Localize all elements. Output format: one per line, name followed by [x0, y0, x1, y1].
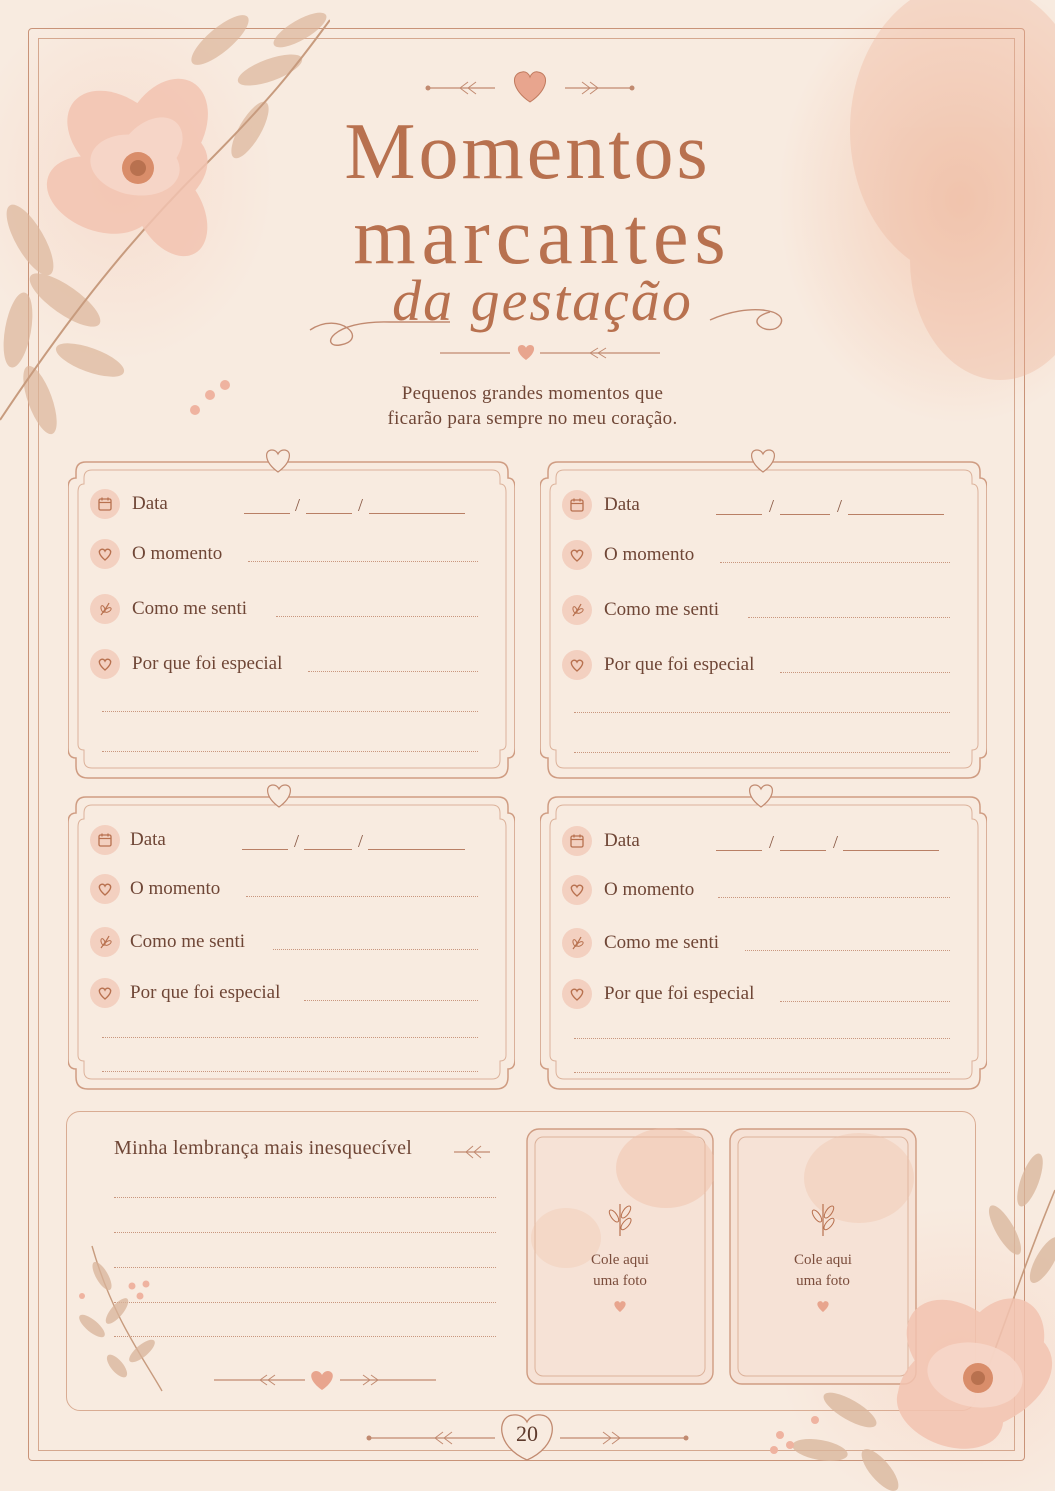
date-separator: / — [833, 832, 839, 852]
heart-icon — [90, 539, 120, 569]
date-label: Data — [604, 830, 640, 851]
date-label: Data — [130, 829, 166, 850]
heart-icon — [90, 874, 120, 904]
moment-label: O momento — [132, 543, 223, 564]
special-write-line[interactable] — [780, 1001, 950, 1002]
photo-placeholder-1[interactable] — [526, 1128, 714, 1385]
date-day-line[interactable] — [244, 513, 290, 514]
date-year-line[interactable] — [848, 514, 944, 515]
special-label: Por que foi especial — [132, 653, 283, 674]
date-month-line[interactable] — [780, 514, 830, 515]
heart-icon — [562, 979, 592, 1009]
extra-write-line[interactable] — [574, 752, 950, 753]
photo-caption-line2: uma foto — [796, 1273, 850, 1289]
heart-icon — [612, 1298, 628, 1314]
special-write-line[interactable] — [308, 671, 478, 672]
memory-write-line[interactable] — [114, 1197, 496, 1198]
moment-write-line[interactable] — [718, 897, 950, 898]
extra-write-line[interactable] — [574, 1038, 950, 1039]
date-separator: / — [837, 496, 843, 516]
photo-caption-line2: uma foto — [593, 1273, 647, 1289]
leaf-sprig-icon — [562, 595, 592, 625]
moment-label: O momento — [130, 878, 221, 899]
extra-write-line[interactable] — [102, 1071, 478, 1072]
memory-write-line[interactable] — [114, 1232, 496, 1233]
page-subtitle — [0, 381, 1055, 431]
page-title-line1: Momentos — [344, 108, 711, 196]
moment-card-1 — [68, 448, 515, 783]
memory-title: Minha lembrança mais inesquecível — [114, 1137, 413, 1159]
date-month-line[interactable] — [306, 513, 352, 514]
floral-bottom-right-decoration — [760, 1150, 1055, 1491]
leaf-sprig-icon — [452, 1142, 492, 1162]
felt-write-line[interactable] — [276, 616, 478, 617]
felt-label: Como me senti — [130, 931, 246, 952]
moment-card-3 — [68, 783, 515, 1093]
memory-bottom-ornament — [210, 1364, 440, 1394]
moment-write-line[interactable] — [246, 896, 478, 897]
date-month-line[interactable] — [304, 849, 352, 850]
date-separator: / — [358, 495, 364, 515]
leaf-sprig-icon — [604, 1198, 636, 1238]
date-separator: / — [769, 832, 775, 852]
moment-label: O momento — [604, 544, 695, 565]
title-flourish — [300, 290, 800, 370]
heart-icon — [562, 540, 592, 570]
heart-icon — [90, 649, 120, 679]
date-separator: / — [769, 496, 775, 516]
date-year-line[interactable] — [369, 513, 465, 514]
subtitle-line1: Pequenos grandes momentos que — [401, 383, 664, 404]
calendar-icon — [562, 490, 592, 520]
special-label: Por que foi especial — [604, 983, 755, 1004]
date-day-line[interactable] — [716, 514, 762, 515]
extra-write-line[interactable] — [102, 751, 478, 752]
heart-icon — [90, 978, 120, 1008]
date-separator: / — [295, 495, 301, 515]
photo-caption-line1: Cole aqui — [591, 1252, 649, 1268]
page-title-line2: marcantes — [353, 193, 732, 281]
leaf-sprig-icon — [90, 594, 120, 624]
date-separator: / — [358, 831, 364, 851]
felt-label: Como me senti — [604, 932, 720, 953]
date-month-line[interactable] — [780, 850, 826, 851]
floral-bottom-left-decoration — [62, 1236, 182, 1396]
calendar-icon — [562, 826, 592, 856]
heart-icon — [562, 875, 592, 905]
photo-caption — [526, 1250, 714, 1292]
calendar-icon — [90, 825, 120, 855]
page-number: 20 — [516, 1421, 538, 1446]
extra-write-line[interactable] — [574, 712, 950, 713]
moment-card-4 — [540, 783, 987, 1093]
moment-label: O momento — [604, 879, 695, 900]
felt-write-line[interactable] — [273, 949, 478, 950]
felt-write-line[interactable] — [748, 617, 950, 618]
date-day-line[interactable] — [242, 849, 288, 850]
subtitle-line2: ficarão para sempre no meu coração. — [387, 408, 678, 429]
special-label: Por que foi especial — [604, 654, 755, 675]
date-label: Data — [132, 493, 168, 514]
date-year-line[interactable] — [368, 849, 465, 850]
special-write-line[interactable] — [780, 672, 950, 673]
calendar-icon — [90, 489, 120, 519]
felt-write-line[interactable] — [745, 950, 950, 951]
date-separator: / — [294, 831, 300, 851]
leaf-sprig-icon — [562, 928, 592, 958]
extra-write-line[interactable] — [102, 711, 478, 712]
moment-write-line[interactable] — [248, 561, 478, 562]
moment-card-2 — [540, 448, 987, 783]
top-heart-ornament — [420, 64, 640, 108]
date-day-line[interactable] — [716, 850, 762, 851]
special-write-line[interactable] — [304, 1000, 478, 1001]
special-label: Por que foi especial — [130, 982, 281, 1003]
page-title-line3: da gestação — [392, 268, 693, 333]
felt-label: Como me senti — [132, 598, 248, 619]
photo-caption-line1: Cole aqui — [794, 1252, 852, 1268]
moment-write-line[interactable] — [720, 562, 950, 563]
heart-icon — [562, 650, 592, 680]
extra-write-line[interactable] — [574, 1072, 950, 1073]
date-label: Data — [604, 494, 640, 515]
felt-label: Como me senti — [604, 599, 720, 620]
extra-write-line[interactable] — [102, 1037, 478, 1038]
date-year-line[interactable] — [843, 850, 939, 851]
leaf-sprig-icon — [90, 927, 120, 957]
